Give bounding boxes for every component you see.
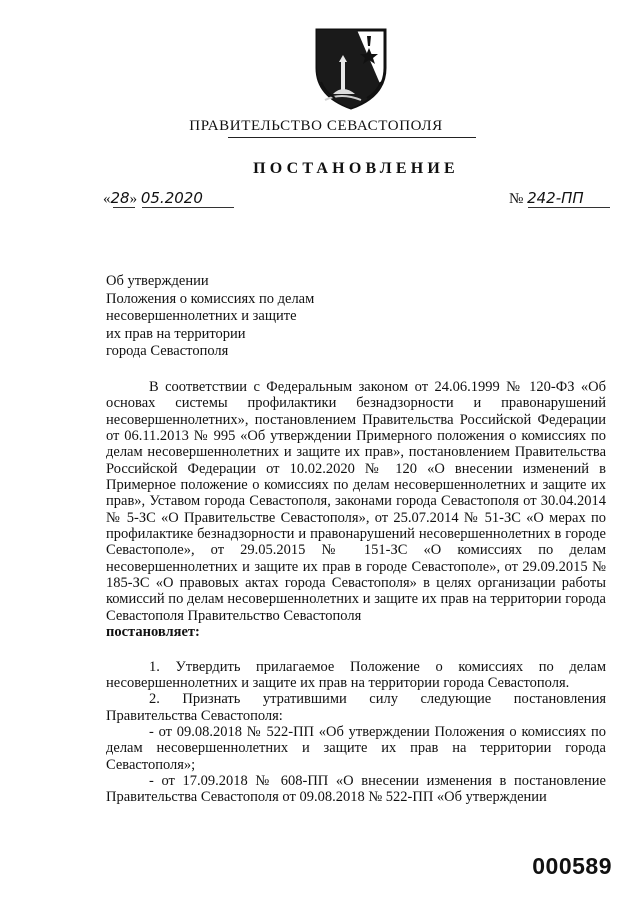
document-subject xyxy=(106,273,436,361)
repealed-act-2: - от 17.09.2018 № 608-ПП «О внесении изменения в постановление Правительства Севастополя от 09.08.2018 № 522-ПП «Об утверждении xyxy=(106,772,606,806)
document-number xyxy=(509,189,584,208)
date-day-underline xyxy=(113,207,135,208)
date-month-underline xyxy=(142,207,234,208)
government-underline xyxy=(228,137,476,138)
document-type-title: ПОСТАНОВЛЕНИЕ xyxy=(253,160,459,177)
subject-line: города Севастополя xyxy=(106,343,229,360)
resolves-keyword: постановляет: xyxy=(106,624,200,641)
subject-line: их прав на территории xyxy=(106,325,246,342)
subject-line: Об утверждении xyxy=(106,273,209,289)
date-close-quote: » xyxy=(129,191,138,207)
resolution-item-1: 1. Утвердить прилагаемое Положение о комиссиях по делам несовершеннолетних и защите их прав на территории города Севастополя. xyxy=(106,658,606,691)
document-date xyxy=(103,189,203,208)
subject-line: Положения о комиссиях по делам xyxy=(106,290,315,307)
number-underline xyxy=(528,207,610,208)
sevastopol-coat-of-arms-icon xyxy=(311,22,391,110)
government-name: ПРАВИТЕЛЬСТВО СЕВАСТОПОЛЯ xyxy=(189,118,443,134)
date-open-quote: « xyxy=(103,191,111,207)
date-month-year: 05.2020 xyxy=(140,189,203,207)
number-prefix: № xyxy=(509,191,524,207)
number-value: 242-ПП xyxy=(527,189,584,207)
date-day: 28 xyxy=(110,189,130,207)
subject-line: несовершеннолетних и защите xyxy=(106,308,297,325)
resolution-item-2: 2. Признать утратившими силу следующие постановления Правительства Севастополя: xyxy=(106,691,606,724)
preamble-paragraph: В соответствии с Федеральным законом от 24.06.1999 № 120-ФЗ «Об основах системы профилактики безнадзорности и правонарушений несовершеннолетних», постановлением Правительства Российской Федерации от 06.11.2013 № 995 «Об утверждении Примерного положения о комиссиях по делам несовершеннолетних и защите их прав», постановлением Правительства Российской Федерации от 10.02.2020 № 120 «О внесении изменений в Примерное положение о комиссиях по делам несовершеннолетних и защите их прав», Уставом города Севастополя, законами города Севастополя от 30.04.2014 № 5-ЗС «О Правительстве Севастополя», от 25.07.2014 № 51-ЗС «О мерах по профилактике безнадзорности и правонарушений несовершеннолетних в городе Севастополе», от 29.05.2015 № 151-ЗС «О комиссиях по делам несовершеннолетних и защите их прав в городе Севастополе», от 29.09.2015 № 185-ЗС «О правовых актах города Севастополя» в целях организации работы комиссий по делам несовершеннолетних и защите их прав на территории города Севастополя Правительство Севастополя xyxy=(106,379,606,624)
document-body xyxy=(106,379,606,806)
form-serial-number: 000589 xyxy=(532,853,612,879)
repealed-act-1: - от 09.08.2018 № 522-ПП «Об утверждении Положения о комиссиях по делам несовершеннолетних и защите их прав на территории города Севастополя»; xyxy=(106,723,606,773)
